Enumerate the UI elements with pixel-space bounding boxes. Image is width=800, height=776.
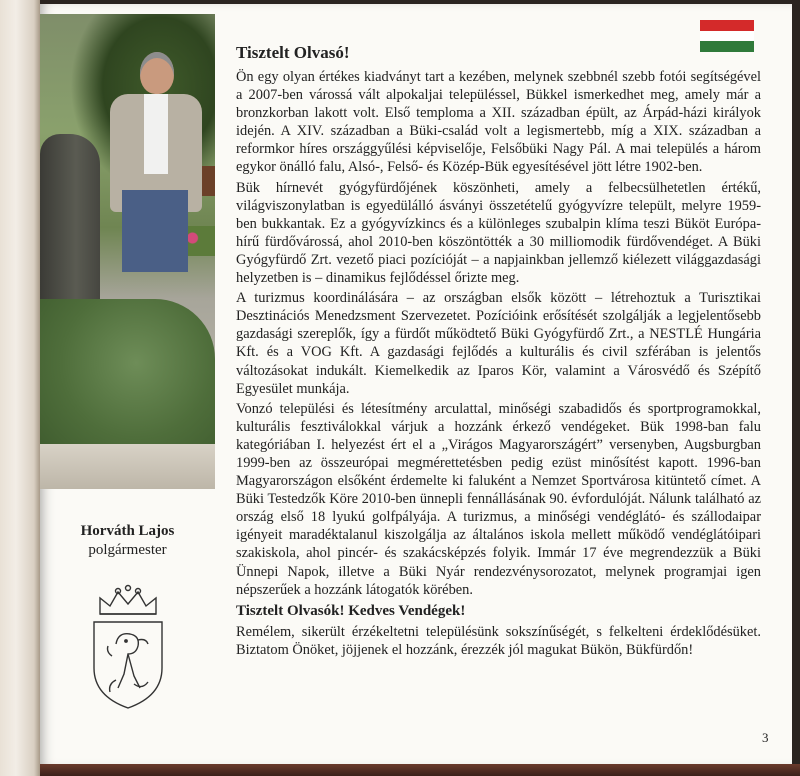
letter-heading: Tisztelt Olvasó! xyxy=(236,43,350,62)
paragraph-3: A turizmus koordinálására – az országban elsők között – létrehoztuk a Turisztikai Desztinációs Menedzsment Szervezetet. Pozícióink erősítését szolgálják a legjelentősebb gazdasági szereplők, így a fürdőt működtető Büki Gyógyfürdő Zrt., a NESTLÉ Hungária Kft. és a VOG Kft. A gazdasági fejlődés a kulturális és civil szférában is jelentős változásokat indukált. Kiemelkedik az Iparos Kör, valamint a Városvédő és Szépítő Egyesület munkája. xyxy=(236,290,761,397)
flag-stripe-red xyxy=(700,20,754,31)
person-jeans xyxy=(122,190,188,272)
paragraph-2: Bük hírnevét gyógyfürdőjének köszönheti, amely a felbecsülhetetlen értékű, világviszonylatban is egyedülálló ásványi összetételű gyógyvízre települt, melyre 1959-ben bukkantak. Ez a gyógyvízkincs és a különleges szubalpin klíma teszi Büköt Európa-hírű fürdővárossá, ahol 2010-ben köszöntötték a 30 milliomodik fürdővendéget. A Büki Gyógyfürdő Zrt. vezető piaci pozícióját – a napjainkban jellemző kiélezett világgazdasági helyzetben is – dinamikus fejlődéssel őrizte meg. xyxy=(236,179,761,287)
paragraph-4: Vonzó települési és létesítmény arculattal, minőségi szabadidős és sportprogramokkal, kulturális fesztiválokkal várjuk a hozzánk érkező vendégeket. Bük 1998-ban falu kategóriában I. helyezést ért el a „Virágos Magyarországért” versenyben, Augsburgban 1999-ben az összeurópai megmérettetésben pedig ezüst minősítést kapott. 1996-ban Magyarországon elsőként érdemelte ki faluként a Nemzet Sportvárosa kitüntető címet. A Büki Testedzők Köre 2010-ben ünnepli fennállásának 90. évfordulóját. Nálunk található az ország első 18 lyukú golfpályája. A turizmus, a minőségi vendéglátó- és szállodaipar igényeit maradéktalanul kiszolgálja az általános iskola mellett működő vendéglátóipari szakiskola, ahol pincér- és szakácsképzés folyik. Immár 17 éve megrendezzük a Büki Ünnepi Napok, illetve a Büki Nyár rendezvénysorozatot, melynek programjai igen népszerűek a hozzánk látogatók körében. xyxy=(236,400,761,598)
caption-name: Horváth Lajos xyxy=(80,523,175,539)
book-binding-edge xyxy=(40,764,800,776)
letter-body xyxy=(236,42,761,661)
previous-page-edge xyxy=(0,0,40,776)
page-number: 3 xyxy=(762,730,769,745)
caption-title: polgármester xyxy=(88,542,167,558)
photo-caption xyxy=(40,522,215,560)
closing-paragraph: Remélem, sikerült érzékeltetni településünk sokszínűségét, s felkelteni érdeklődésüket. Biztatom Önöket, jöjjenek el hozzánk, érezzék jól magukat Bükön, Bükfürdőn! xyxy=(236,623,761,658)
photo-fountain-rim xyxy=(40,444,215,489)
mayor-photo xyxy=(40,14,215,489)
flag-stripe-white xyxy=(700,31,754,42)
coat-of-arms-icon xyxy=(88,584,168,714)
photo-person xyxy=(110,52,210,272)
paragraph-1: Ön egy olyan értékes kiadványt tart a kezében, melynek szebbnél szebb fotói segítségével a 2007-ben várossá vált alpokaljai településsel, Bükkel ismerkedhet meg, amely már a bronzkorban lakott volt. Első temploma a XII. században épült, az Árpád-házi királyok idején. A XIV. században a Büki-család volt a legismertebb, míg a XIX. században a reformkor híres országgyűlési képviselője, Felsőbüki Nagy Pál. A mai település a három egykor önálló falu, Alsó-, Felső- és Közép-Bük egyesítésével jött létre 1902-ben. xyxy=(236,69,761,176)
photo-fountain-water xyxy=(40,299,215,459)
book-page xyxy=(40,4,792,766)
closing-heading: Tisztelt Olvasók! Kedves Vendégek! xyxy=(236,602,466,619)
person-shirt xyxy=(144,94,168,174)
person-head xyxy=(140,52,174,94)
